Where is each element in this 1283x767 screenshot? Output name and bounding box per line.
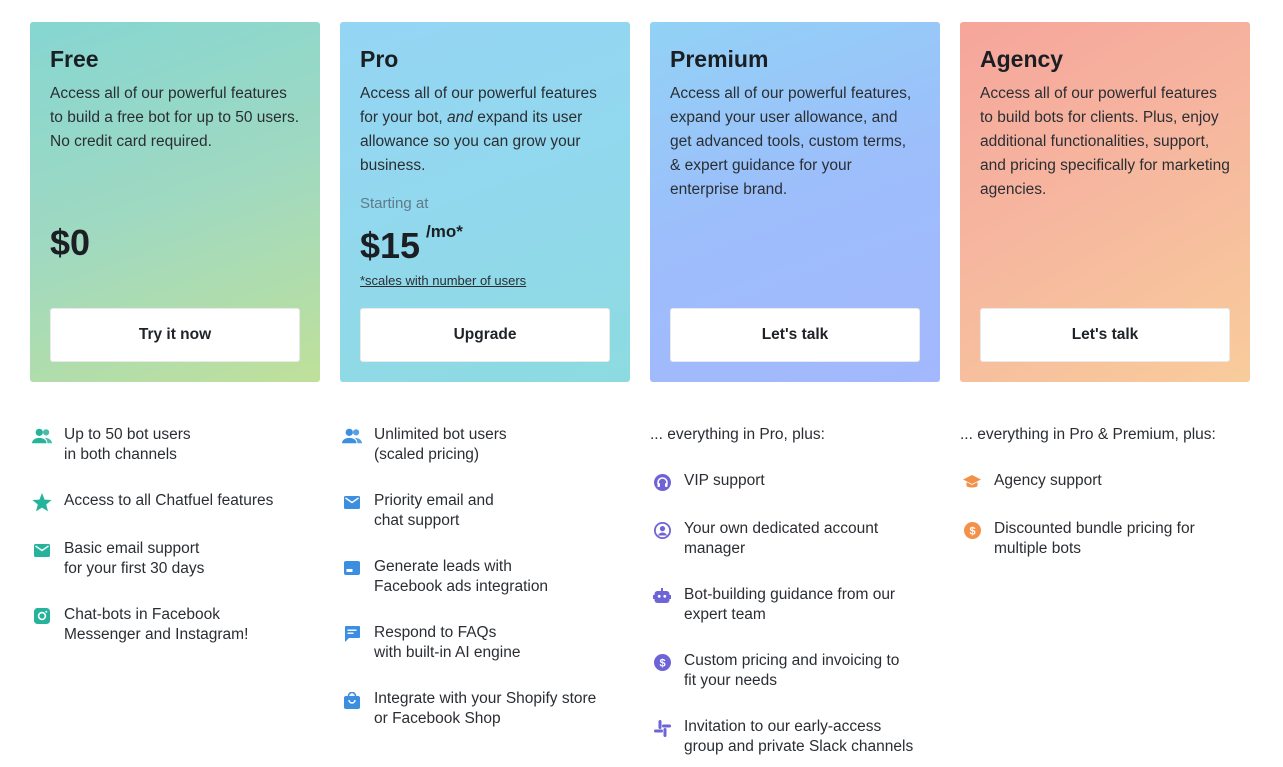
svg-text:$: $: [968, 525, 976, 538]
feature-item: Access to all Chatfuel features: [30, 491, 320, 511]
plan-title: Pro: [360, 46, 399, 72]
plan-description: Access all of our powerful features, expand your user allowance, and get advanced tools, custom terms, & expert guidance for your enterprise brand.: [670, 85, 912, 198]
try-it-now-button[interactable]: Try it now: [50, 308, 300, 362]
dollar-icon: [962, 520, 982, 540]
feature-item: Unlimited bot users (scaled pricing): [340, 425, 630, 465]
feature-item: $ Custom pricing and invoicing to fit your needs: [650, 651, 940, 691]
dollar-icon: [652, 652, 672, 672]
feature-list-intro: ... everything in Pro, plus:: [650, 426, 825, 443]
email-icon: [342, 492, 362, 512]
price-period: /mo*: [426, 222, 463, 241]
plan-card-agency: [960, 22, 1250, 382]
feature-item: $ Discounted bundle pricing for multiple bots: [960, 519, 1250, 559]
scales-note-link[interactable]: *scales with number of users: [360, 273, 527, 288]
feature-item: Chat-bots in Facebook Messenger and Instagram!: [30, 605, 320, 645]
star-icon: [32, 492, 52, 512]
plan-title: Premium: [670, 46, 769, 72]
feature-item: Priority email and chat support: [340, 491, 630, 531]
plan-card-pro: [340, 22, 630, 382]
feature-item: Agency support: [960, 471, 1250, 491]
feature-item: Integrate with your Shopify store or Facebook Shop: [340, 689, 630, 729]
plan-card-premium: [650, 22, 940, 382]
feature-item: Respond to FAQs with built-in AI engine: [340, 623, 630, 663]
ad-icon: [342, 558, 362, 578]
shopping-bag-icon: [342, 690, 362, 710]
plan-price: $15: [360, 225, 421, 266]
upgrade-button[interactable]: Upgrade: [360, 308, 610, 362]
feature-item: Up to 50 bot users in both channels: [30, 425, 320, 465]
starting-at-label: Starting at: [360, 195, 429, 212]
svg-text:$: $: [658, 657, 666, 670]
users-icon: [32, 426, 52, 446]
feature-item: Invitation to our early-access group and private Slack channels: [650, 717, 940, 757]
lets-talk-premium-button[interactable]: Let's talk: [670, 308, 920, 362]
plan-title: Agency: [980, 46, 1064, 72]
plan-title: Free: [50, 46, 99, 72]
feature-list-free: [30, 425, 320, 671]
feature-list-agency: [960, 425, 1250, 585]
plan-price: $0: [50, 222, 91, 263]
feature-item: VIP support: [650, 471, 940, 491]
users-icon: [342, 426, 362, 446]
chat-icon: [342, 624, 362, 644]
plan-description: Access all of our powerful features to build bots for clients. Plus, enjoy additional functionalities, support, and pricing specifically for marketing agencies.: [980, 85, 1230, 198]
lets-talk-agency-button[interactable]: Let's talk: [980, 308, 1230, 362]
feature-list-premium: [650, 425, 940, 767]
plan-description: Access all of our powerful features to build a free bot for up to 50 users. No credit card required.: [50, 85, 300, 150]
plan-description: Access all of our powerful features for your bot, and expand its user allowance so you can grow your business.: [360, 85, 597, 174]
feature-list-intro: ... everything in Pro & Premium, plus:: [960, 426, 1216, 443]
instagram-icon: [32, 606, 52, 626]
graduation-cap-icon: [962, 472, 982, 492]
feature-item: Your own dedicated account manager: [650, 519, 940, 559]
email-icon: [32, 540, 52, 560]
feature-item: Bot-building guidance from our expert team: [650, 585, 940, 625]
feature-item: Basic email support for your first 30 days: [30, 539, 320, 579]
headset-icon: [652, 472, 672, 492]
feature-list-pro: [340, 425, 630, 755]
slack-icon: [652, 718, 672, 738]
account-icon: [652, 520, 672, 540]
feature-item: Generate leads with Facebook ads integration: [340, 557, 630, 597]
plan-card-free: [30, 22, 320, 382]
bot-icon: [652, 586, 672, 606]
